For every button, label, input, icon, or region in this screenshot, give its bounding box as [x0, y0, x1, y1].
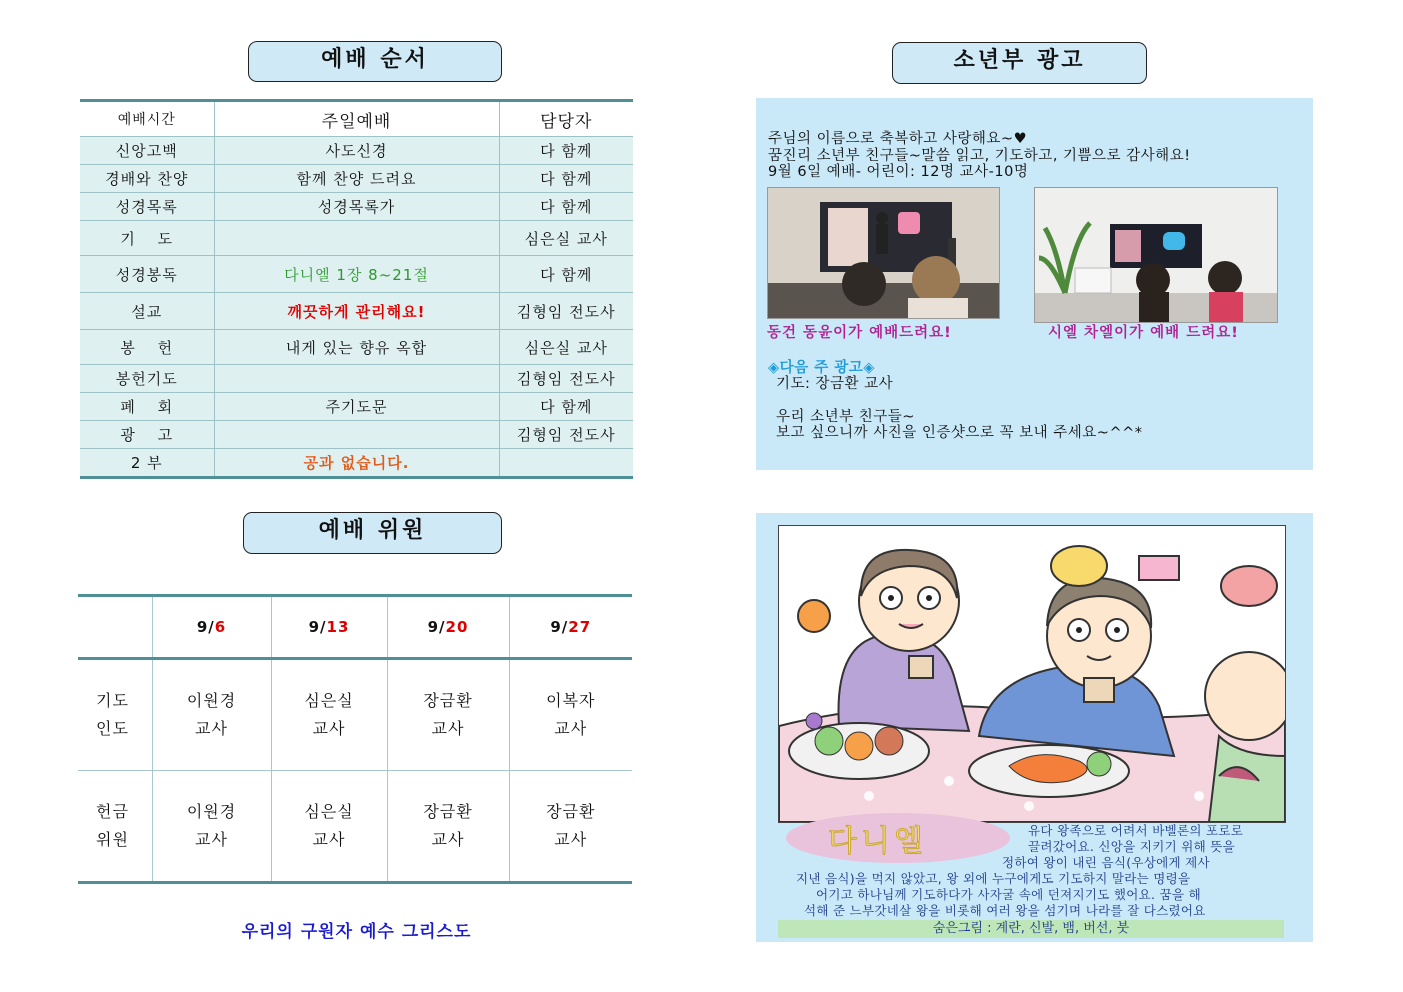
date-cell: 9/13	[271, 596, 387, 659]
table-header-row	[80, 101, 633, 137]
hidden-objects-bar: 숨은그림 : 계란, 신발, 뱀, 버선, 붓	[778, 920, 1284, 938]
cell: 김형임 전도사	[499, 365, 633, 393]
daniel-illustration	[778, 525, 1286, 823]
cell: 내게 있는 향유 옥합	[214, 330, 499, 365]
table-row	[78, 659, 632, 771]
table-row	[80, 165, 633, 193]
table-row	[80, 393, 633, 421]
table-row	[80, 293, 633, 330]
sermon-title-cell: 깨끗하게 관리해요!	[214, 293, 499, 330]
cell	[214, 221, 499, 256]
photo-caption-1: 동건 동윤이가 예배드려요!	[767, 325, 952, 341]
announce-line: 주님의 이름으로 축복하고 사랑해요~♥	[768, 131, 1028, 147]
cell: 함께 찬양 드려요	[214, 165, 499, 193]
cell: 다 함께	[499, 137, 633, 165]
announcements-title: 소년부 광고	[892, 42, 1147, 84]
story-line: 정하여 왕이 내린 음식(우상에게 제사	[1002, 855, 1210, 870]
cell: 심은실 교사	[499, 221, 633, 256]
table-row	[80, 137, 633, 165]
cell: 폐 회	[80, 393, 214, 421]
role-label: 헌금 위원	[78, 771, 152, 883]
worship-photo-1	[767, 187, 1000, 319]
cell: 사도신경	[214, 137, 499, 165]
table-row	[80, 365, 633, 393]
order-title: 예배 순서	[248, 41, 502, 82]
announce-line: 9월 6일 예배- 어린이: 12명 교사-10명	[768, 164, 1029, 180]
cell: 성경목록가	[214, 193, 499, 221]
table-row	[80, 221, 633, 256]
date-cell: 9/6	[152, 596, 271, 659]
next-week-prayer: 기도: 장금환 교사	[776, 376, 894, 392]
cell: 봉 헌	[80, 330, 214, 365]
person-cell: 장금환 교사	[387, 659, 509, 771]
roster-title: 예배 위원	[243, 512, 502, 554]
request-line: 보고 싶으니까 사진을 인증샷으로 꼭 보내 주세요~^^*	[776, 425, 1143, 441]
cell: 기 도	[80, 221, 214, 256]
cell: 설교	[80, 293, 214, 330]
table-row	[78, 771, 632, 883]
roster-date-row	[78, 596, 632, 659]
cell: 다 함께	[499, 165, 633, 193]
cell: 2 부	[80, 449, 214, 478]
empty-cell	[78, 596, 152, 659]
cell	[214, 365, 499, 393]
cell: 성경목록	[80, 193, 214, 221]
person-cell: 심은실 교사	[271, 659, 387, 771]
cell: 다 함께	[499, 393, 633, 421]
person-cell: 심은실 교사	[271, 771, 387, 883]
table-row	[80, 256, 633, 293]
header-cell: 주일예배	[214, 101, 499, 137]
worship-photo-2	[1034, 187, 1278, 323]
person-cell: 이복자 교사	[509, 659, 632, 771]
cell: 심은실 교사	[499, 330, 633, 365]
cell: 성경봉독	[80, 256, 214, 293]
person-cell: 이원경 교사	[152, 771, 271, 883]
cell: 봉헌기도	[80, 365, 214, 393]
request-line: 우리 소년부 친구들~	[776, 409, 915, 425]
footer-motto: 우리의 구원자 예수 그리스도	[241, 922, 472, 942]
table-row	[80, 449, 633, 478]
cell: 광 고	[80, 421, 214, 449]
cell	[499, 449, 633, 478]
story-line: 지낸 음식)을 먹지 않았고, 왕 외에 누구에게도 기도하지 말라는 명령을	[796, 871, 1191, 886]
announce-line: 꿈진리 소년부 친구들~말씀 읽고, 기도하고, 기쁨으로 감사해요!	[768, 148, 1191, 164]
story-line: 어기고 하나님께 기도하다가 사자굴 속에 던져지기도 했어요. 꿈을 해	[816, 887, 1201, 902]
cell: 김형임 전도사	[499, 421, 633, 449]
cell: 경배와 찬양	[80, 165, 214, 193]
photo-caption-2: 시엘 차엘이가 예배 드려요!	[1048, 325, 1239, 341]
header-cell: 예배시간	[80, 101, 214, 137]
no-lesson-cell: 공과 없습니다.	[214, 449, 499, 478]
cell	[214, 421, 499, 449]
cell: 신앙고백	[80, 137, 214, 165]
story-line: 유다 왕족으로 어려서 바벨론의 포로로	[1028, 823, 1244, 838]
person-cell: 장금환 교사	[387, 771, 509, 883]
header-cell: 담당자	[499, 101, 633, 137]
date-cell: 9/20	[387, 596, 509, 659]
person-cell: 이원경 교사	[152, 659, 271, 771]
table-row	[80, 330, 633, 365]
table-row	[80, 421, 633, 449]
role-label: 기도 인도	[78, 659, 152, 771]
next-week-title: ◈다음 주 광고◈	[768, 360, 875, 376]
table-row	[80, 193, 633, 221]
cell: 다 함께	[499, 193, 633, 221]
story-title: 다니엘	[828, 824, 927, 859]
coloring-page-panel	[756, 513, 1313, 942]
story-line: 석해 준 느부갓네살 왕을 비롯해 여러 왕을 섬기며 나라를 잘 다스렸어요	[804, 903, 1206, 918]
person-cell: 장금환 교사	[509, 771, 632, 883]
order-of-service-table	[80, 99, 633, 479]
cell: 김형임 전도사	[499, 293, 633, 330]
scripture-cell: 다니엘 1장 8~21절	[214, 256, 499, 293]
service-roster-table	[78, 594, 632, 884]
date-cell: 9/27	[509, 596, 632, 659]
story-line: 끌려갔어요. 신앙을 지키기 위해 뜻을	[1028, 839, 1235, 854]
cell: 다 함께	[499, 256, 633, 293]
cell: 주기도문	[214, 393, 499, 421]
announcements-panel	[756, 98, 1313, 470]
